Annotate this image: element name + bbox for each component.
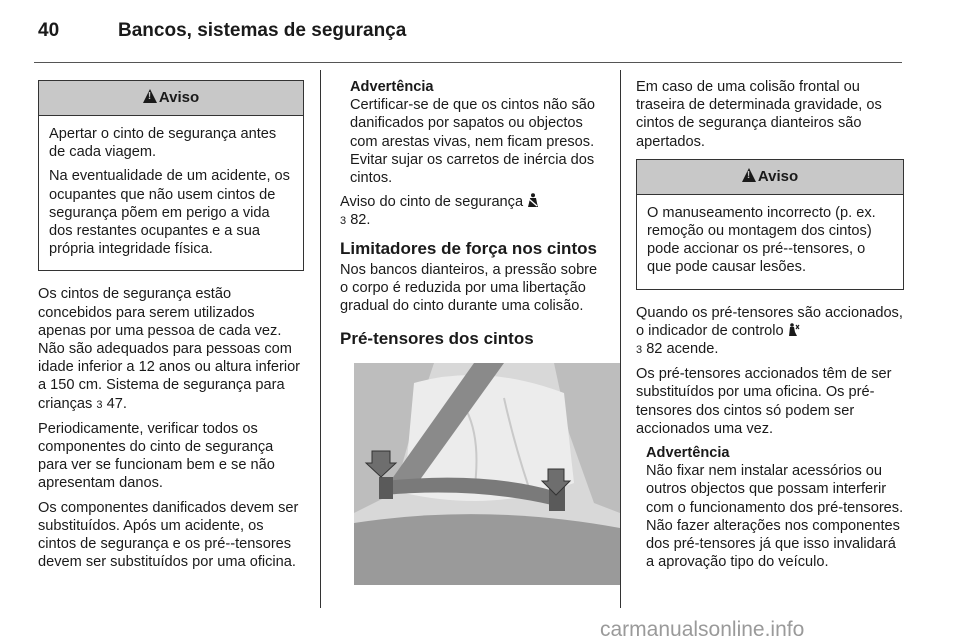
section-heading: Pré-tensores dos cintos <box>340 329 534 349</box>
warning-triangle-icon <box>742 168 756 182</box>
note-text: Não fixar nem instalar acessórios ou outros objectos que possam interferir com o funcionamento dos pré-tensores. Não fazer alterações nos componentes dos pré-tensores já que isso invalidará a aprovação tipo do veículo. <box>646 463 904 571</box>
page-number: 40 <box>38 20 60 41</box>
warning-triangle-icon <box>143 89 157 103</box>
section-heading: Limitadores de força nos cintos <box>340 238 597 258</box>
header-rule <box>34 62 902 63</box>
body-paragraph: Quando os pré-tensores são accionados, o indicador de controlo 3 82 acende. <box>636 304 904 360</box>
note-title: Advertência <box>646 445 730 462</box>
warning-text: Apertar o cinto de segurança antes de cada viagem. <box>49 126 277 161</box>
warning-box <box>636 159 904 290</box>
body-paragraph: Aviso do cinto de segurança 3 82. <box>340 193 606 230</box>
body-paragraph: Os componentes danificados devem ser substituídos. Após um acidente, os cintos de segurança e os pré--tensores devem ser substituídos por uma oficina. <box>38 499 299 571</box>
warning-text: Na eventualidade de um acidente, os ocupantes que não usem cintos de segurança põem em perigo a vida dos restantes ocupantes e a sua própria integridade física. <box>49 168 290 258</box>
pretensioner-icon <box>788 323 800 337</box>
body-paragraph: Os pré-tensores accionados têm de ser substituídos por uma oficina. Os pré-tensores dos cintos só podem ser accionados uma vez. <box>636 366 892 437</box>
reference-arrow-icon: 3 <box>636 344 643 357</box>
warning-heading: !Aviso <box>637 160 903 195</box>
warning-box <box>38 80 304 271</box>
seatbelt-icon <box>527 193 539 208</box>
body-paragraph: Periodicamente, verificar todos os componentes do cinto de segurança para ver se funcionam bem e se não apresentam danos. <box>38 420 275 492</box>
column-divider-2 <box>620 70 621 608</box>
body-paragraph: Os cintos de segurança estão concebidos para serem utilizados apenas por uma pessoa de cada vez. Não são adequados para pessoas com idade inferior a 12 anos ou altura inferior a 150 cm. Sistema de segurança para crianças 3 47. <box>38 285 304 413</box>
page-title: Bancos, sistemas de segurança <box>118 20 407 41</box>
warning-heading: !Aviso <box>39 81 303 116</box>
note-text: Certificar-se de que os cintos não são danificados por sapatos ou objectos com arestas vivas, nem ficam presos. Evitar sujar os carretos de inércia dos cintos. <box>350 97 595 187</box>
column-divider-1 <box>320 70 321 608</box>
page-header <box>38 20 902 44</box>
advisory-note <box>340 78 606 187</box>
reference-arrow-icon: 3 <box>96 398 103 411</box>
warning-body <box>39 116 303 270</box>
column-1 <box>38 80 304 577</box>
warning-body <box>637 195 903 289</box>
note-title: Advertência <box>350 79 434 95</box>
body-paragraph: Nos bancos dianteiros, a pressão sobre o corpo é reduzida por uma libertação gradual do cinto durante uma colisão. <box>340 261 598 315</box>
column-2 <box>340 78 606 585</box>
advisory-note <box>636 444 904 571</box>
seatbelt-illustration <box>354 363 620 585</box>
reference-arrow-icon: 3 <box>340 215 347 228</box>
warning-text: O manuseamento incorrecto (p. ex. remoção ou montagem dos cintos) pode accionar os pré--tensores, o que pode causar lesões. <box>647 204 876 276</box>
seatbelt-illustration-svg <box>354 363 620 585</box>
body-paragraph: Em caso de uma colisão frontal ou traseira de determinada gravidade, os cintos de segurança dianteiros são apertados. <box>636 79 882 150</box>
watermark: carmanualsonline.info <box>600 618 805 641</box>
column-3 <box>636 78 904 577</box>
